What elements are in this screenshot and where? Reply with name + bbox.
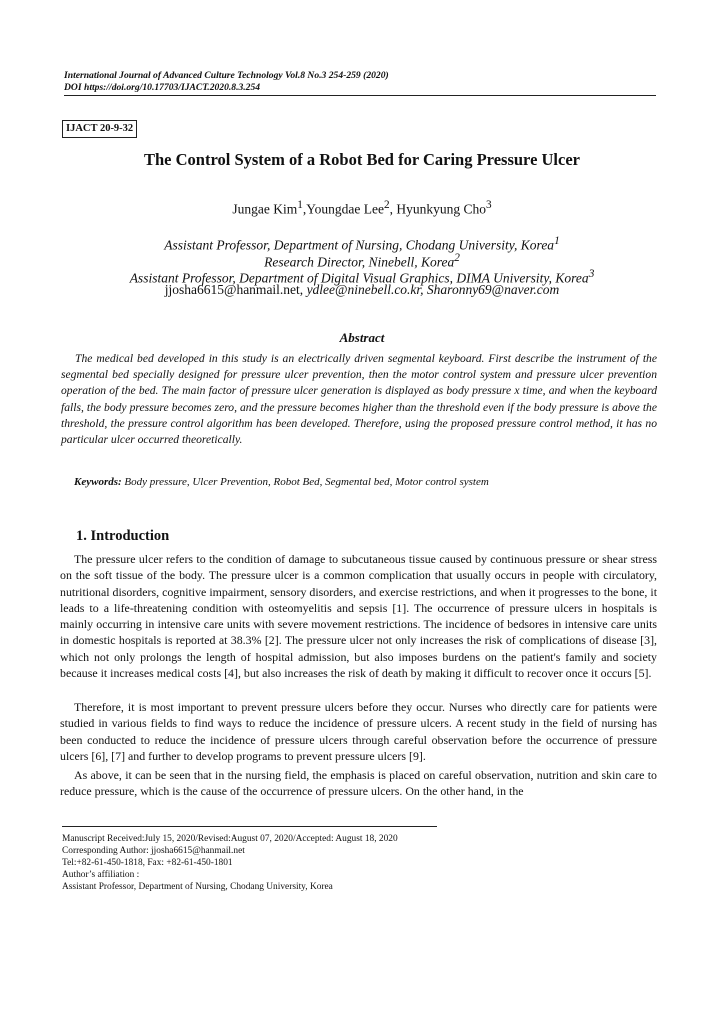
author-superscript: 3 xyxy=(486,199,492,211)
keywords-text: Body pressure, Ulcer Prevention, Robot Bed, Segmental bed, Motor control system xyxy=(121,476,489,488)
author-superscript: 1 xyxy=(297,199,303,211)
author-superscript: 2 xyxy=(383,199,390,211)
abstract-text: The medical bed developed in this study is an electrically driven segmental keyboard. First describe the instrument of the segmental bed specially designed for pressure ulcer prevention, then the motor control system and pressure ulcer prevention operation of the bed. The main factor of pressure ulcer generation is displayed as body pressure x time, and when the keyboard falls, the body pressure becomes zero, and the pressure becomes higher than the threshold even if the body pressure is above the threshold, the pressure control algorithm has been developed. Therefore, using the proposed pressure control method, it has no particular ulcer occurred theoretically. xyxy=(61,352,657,447)
footnote-affiliation-label: Author’s affiliation : xyxy=(62,870,140,880)
author-name: Jungae Kim xyxy=(232,201,298,217)
keywords-line xyxy=(74,476,664,488)
email-others[interactable]: ydlee@ninebell.co.kr, Sharonny69@naver.com xyxy=(306,282,560,297)
body-paragraph: The pressure ulcer refers to the condition of damage to subcutaneous tissue caused by continuous pressure or shear stress on the soft tissue of the body. The pressure ulcer is a common complication that usually occurs in people with circulatory, nutritional disorders, cognitive impairment, sensory disorders, and exercise restrictions, and when it progresses to the bone, it leads to a life-threatening condition with osteomyelitis and sepsis [1]. The occurrence of pressure ulcers in hospitals is mainly occurring in intensive care units with severe movement restrictions. The incidence of bedsores in intensive care units in domestic hospitals is reported at 38.3% [2]. The pressure ulcer not only increases the risk of complications of disease [3], which not only prolongs the length of hospital admission, but also imposes burdens on the patient's family and society because it increases medical costs [4], but also increases the risk of death by making it difficult to recover once it occurs [5]. xyxy=(60,552,657,681)
affiliation-superscript: 1 xyxy=(554,235,560,247)
journal-citation: International Journal of Advanced Culture Technology Vol.8 No.3 254-259 (2020) xyxy=(64,70,389,81)
doi-line: DOI https://doi.org/10.17703/IJACT.2020.8.3.254 xyxy=(64,82,261,93)
author-name: , Hyunkyung Cho xyxy=(389,201,486,217)
footnote-corresponding-author: Corresponding Author: jjosha6615@hanmail.net xyxy=(62,846,245,856)
affiliation-superscript: 3 xyxy=(588,268,595,280)
footnotes xyxy=(62,833,398,893)
affiliation-text: Research Director, Ninebell, Korea xyxy=(264,254,455,270)
body-paragraph: Therefore, it is most important to prevent pressure ulcers before they occur. Nurses who directly care for patients were studied in various fields to find ways to reduce the incidence of pressure ulcers. A recent study in the field of nursing has been conducted to reduce the incidence of pressure ulcers through careful observation before the occurrence of pressure ulcers [6], [7] and further to develop programs to prevent pressure ulcers [9]. xyxy=(60,700,657,763)
footnote-divider xyxy=(62,826,437,827)
email-primary[interactable]: jjosha6615@hanmail.net, xyxy=(164,282,307,297)
affiliation-text: Assistant Professor, Department of Nursing, Chodang University, Korea xyxy=(164,237,555,253)
journal-header xyxy=(64,70,664,94)
paper-id-box: IJACT 20-9-32 xyxy=(62,120,137,138)
author-emails xyxy=(0,282,724,298)
footnote-manuscript-dates: Manuscript Received:July 15, 2020/Revised:August 07, 2020/Accepted: August 18, 2020 xyxy=(62,834,398,844)
author-name: ,Youngdae Lee xyxy=(302,201,384,217)
header-divider xyxy=(64,95,656,96)
keywords-label: Keywords: xyxy=(74,476,122,488)
affiliation-superscript: 2 xyxy=(454,252,460,264)
section-heading: 1. Introduction xyxy=(76,528,170,544)
paper-title: The Control System of a Robot Bed for Caring Pressure Ulcer xyxy=(144,150,580,169)
body-paragraph: As above, it can be seen that in the nursing field, the emphasis is placed on careful observation, nutrition and skin care to reduce pressure, which is the cause of the occurrence of pressure ulcers. On the other hand, in the xyxy=(60,768,657,799)
footnote-affiliation: Assistant Professor, Department of Nursing, Chodang University, Korea xyxy=(62,882,333,892)
footnote-contact: Tel:+82-61-450-1818, Fax: +82-61-450-1801 xyxy=(62,858,233,868)
affiliation-text: Assistant Professor, Department of Digital Visual Graphics, DIMA University, Korea xyxy=(129,270,589,286)
author-list xyxy=(0,199,724,218)
abstract-heading: Abstract xyxy=(339,330,385,345)
